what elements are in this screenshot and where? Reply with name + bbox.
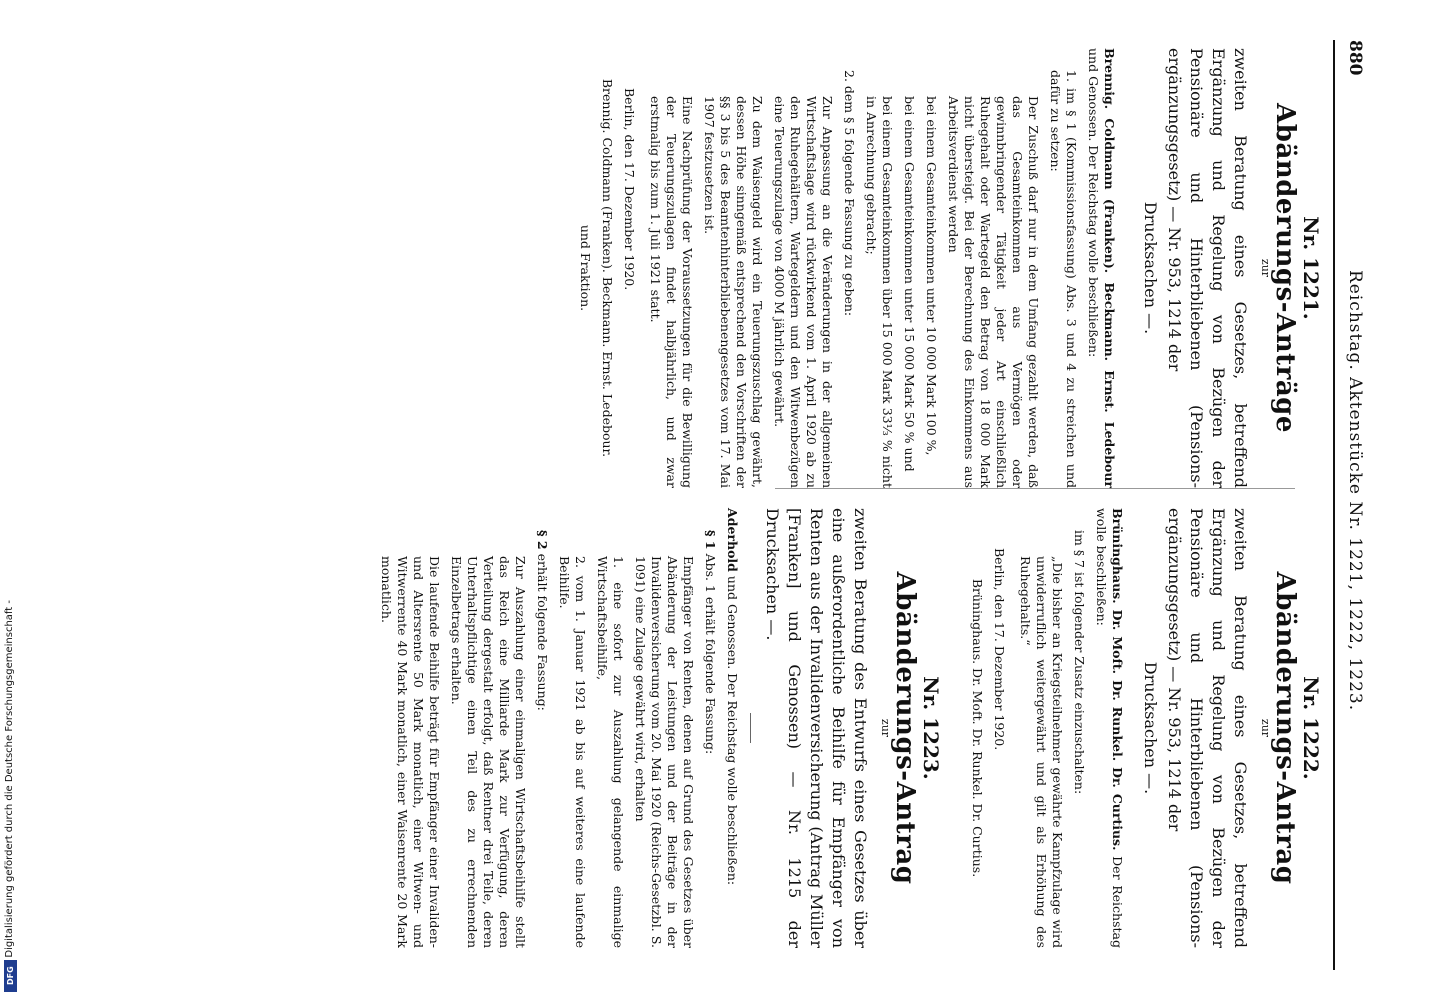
nr1222-signature: Brüninghaus. Dr. Moft. Dr. Runkel. Dr. Curtius. [970,578,985,878]
nr1222-intro-end: Drucksachen —. [1141,661,1160,795]
nr1223-zur: zur [879,718,892,738]
footer-text: Digitalisierung gefördert durch die Deutsche Forschungsgemeinschaft - [4,600,15,958]
nr1222-number: Nr. 1222. [1299,676,1323,780]
running-title: Reichstag. Aktenstücke Nr. 1221, 1222, 1223. [1345,270,1365,712]
nr1221-item1-intro: 1. im § 1 (Kommissionsfassung) Abs. 3 und 4 zu streichen und dafür zu setzen: [1048,70,1079,488]
nr1221-signature2: und Fraktion. [578,224,593,312]
nr1221-signature: Brennig. Coldmann (Franken). Beckmann. Ernst. Ledebour. [600,78,615,458]
nr1221-zur: zur [1259,258,1272,278]
section-separator [750,713,751,743]
nr1221-item2-intro: 2. dem § 5 folgende Fassung zu geben: [842,70,857,317]
nr1223-s1 [702,508,718,948]
nr1221-title: Abänderungs-Anträge [1270,103,1300,433]
digitization-footer [4,600,18,995]
nr1223-movers-paragraph [724,508,740,948]
column-divider [775,488,1295,489]
nr1223-intro: zweiten Beratung des Entwurfs eines Gesetzes über eine außerordentliche Beihilfe für Empfänger von Renten aus der Invalidenversicherung (Antrag Müller [Franken] und Genossen) — Nr. 1215 der Drucksachen —. [763,508,870,948]
nr1222-item-intro: im § 7 ist folgender Zusatz einzuschalten: [1072,530,1087,795]
running-header [1333,40,1369,970]
nr1221-item2-body2: Zu dem Waisengeld wird ein Teuerungszuschlag gewährt, dessen Höhe sinngemäß entsprechend den Vorschriften der §§ 3 bis 5 des Beamtenhinterbliebenengesetzes vom 17. Mai 1907 festzusetzen ist. [702,96,765,488]
nr1222-title: Abänderungs-Antrag [1270,571,1300,885]
nr1223-s2 [534,508,550,948]
nr1223-s2-body1: Zur Auszahlung einer einmaligen Wirtschaftsbeihilfe stellt das Reich eine Milliarde Mark zur Verfügung, deren Verteilung dergestalt erfolgt, daß Rentner drei Teile, deren Unterhaltspflichtige einen Teil des zu errechnenden Einzelbetrags erhalten. [449,556,528,948]
nr1221-movers-rest: und Genossen. Der Reichstag wolle beschließen: [1086,48,1101,358]
nr1221-item2-body3: Eine Nachprüfung der Voraussetzungen für die Bewilligung der Teuerungszulagen findet halbjährlich, und zwar erstmalig bis zum 1. Juli 1921 statt. [648,96,695,488]
dfg-logo: DFG [4,960,17,992]
nr1221-item1-line-b: bei einem Gesamteinkommen unter 15 000 Mark 50 % und [902,96,917,472]
column-left [571,48,1325,488]
nr1222-date: Berlin, den 17. Dezember 1920. [992,548,1007,751]
nr1223-s1-item2: 2. vom 1. Januar 1921 ab bis auf weiteres eine laufende Beihilfe. [557,556,588,948]
nr1222-zur: zur [1259,718,1272,738]
nr1222-intro: zweiten Beratung eines Gesetzes, betreffend Ergänzung und Regelung von Bezügen der Pensionäre und Hinterbliebenen (Pensions-ergänzungsgesetz) — Nr. 953, 1214 der [1165,508,1250,948]
nr1223-s1-item1: 1. eine sofort zur Auszahlung gelangende einmalige Wirtschaftsbeihilfe, [595,556,626,948]
nr1223-number: Nr. 1223. [919,676,943,780]
nr1221-date: Berlin, den 17. Dezember 1920. [622,88,637,291]
nr1222-item-body: „Die bisher an Kriegsteilnehmer gewährte Kampfzulage wird unwiderruflich weitergewährt und gilt als Erhöhung des Ruhegehalts.“ [1018,556,1065,948]
nr1223-s1-label: § 1 [703,530,718,550]
nr1223-s1-intro: Abs. 1 erhält folgende Fassung: [703,553,718,755]
nr1223-movers-rest: und Genossen. Der Reichstag wolle beschließen: [725,575,740,886]
nr1221-item1-line-a: bei einem Gesamteinkommen unter 10 000 Mark 100 %, [924,96,939,456]
nr1222-movers-paragraph [1093,508,1125,948]
nr1223-s2-label: § 2 [535,530,550,550]
column-right [372,508,1325,948]
nr1221-movers-paragraph [1085,48,1117,488]
nr1222-movers-rest: Der Reichstag wolle beschließen: [1094,508,1125,948]
nr1221-intro-end: Drucksachen —. [1141,201,1160,335]
nr1221-item2-body1: Zur Anpassung an die Veränderungen in der allgemeinen Wirtschaftslage wird rückwirkend vom 1. April 1920 ab zu den Ruhegehältern, Wartegeldern und den Witwenbezügen eine Teuerungszulage von 4000 M jährlich gewährt. [772,96,835,488]
nr1221-intro: zweiten Beratung eines Gesetzes, betreffend Ergänzung und Regelung von Bezügen der Pensionäre und Hinterbliebenen (Pensions-ergänzungsgesetz) — Nr. 953, 1214 der [1165,48,1250,488]
page-number: 880 [1345,40,1365,76]
rotated-document-page [65,0,1375,1000]
nr1223-s1-body: Empfänger von Renten, denen auf Grund des Gesetzes über Abänderung der Leistungen und der Beiträge in der Invalidenversicherung vom 20. Mai 1920 (Reichs-Gesetzbl. S. 1091) eine Zulage gewährt wird, erhalten [633,556,696,948]
nr1223-title: Abänderungs-Antrag [890,571,920,885]
nr1222-movers: Brüninghaus. Dr. Moft. Dr. Runkel. Dr. Curtius. [1110,508,1125,851]
nr1223-movers: Aderhold [725,508,740,572]
nr1221-item1-line-c: bei einem Gesamteinkommen über 15 000 Mark 33⅓ % nicht in Anrechnung gebracht; [864,96,895,488]
nr1221-movers: Brennig. Coldmann (Franken). Beckmann. Ernst. Ledebour [1102,48,1117,488]
nr1221-item1-body: Der Zuschuß darf nur in dem Umfang gezahlt werden, daß das Gesamteinkommen aus Vermögen oder gewinnbringender Tätigkeit jeder Art einschließlich Ruhegehalt oder Wartegeld den Betrag von 18 000 Mark nicht übersteigt. Bei der Berechnung des Einkommens aus Arbeitsverdienst werden [946,96,1041,488]
nr1223-s2-body2: Die laufende Beihilfe beträgt für Empfänger einer Invaliden- und Altersrente 50 Mark monatlich, einer Witwen- und Witwerrente 40 Mark monatlich, einer Waisenrente 20 Mark monatlich. [379,556,442,948]
nr1221-number: Nr. 1221. [1299,216,1323,320]
nr1223-s2-intro: erhält folgende Fassung: [535,553,550,711]
